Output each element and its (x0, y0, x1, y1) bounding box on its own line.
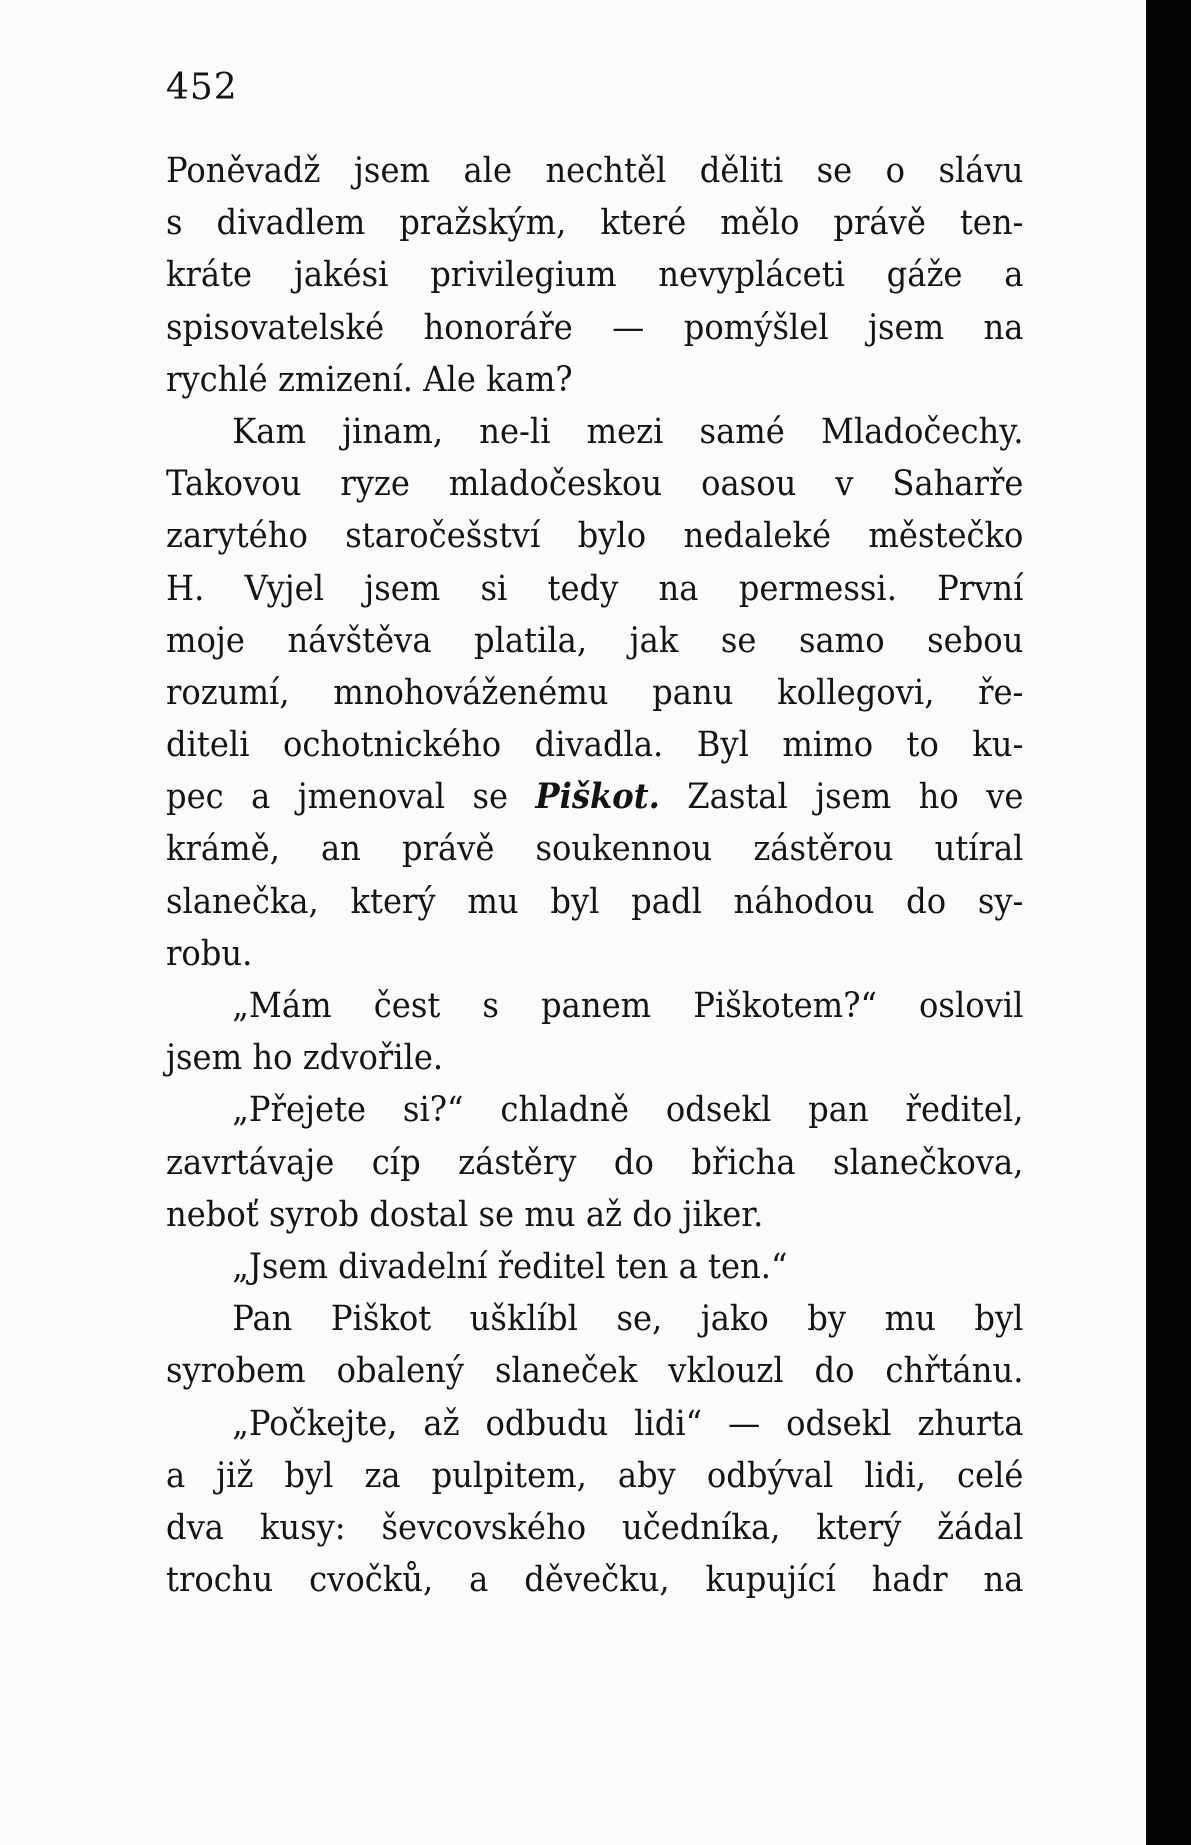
text-line: Pan Piškot ušklíbl se, jako by mu byl (232, 1299, 1024, 1340)
text-line: s divadlem pražským, které mělo právě ten- (166, 203, 1024, 244)
text-line: spisovatelské honoráře — pomýšlel jsem na (166, 307, 1024, 348)
text-line: dva kusy: ševcovského učedníka, který žádal (166, 1507, 1024, 1548)
text-line: kráte jakési privilegium nevypláceti gáže a (166, 255, 1024, 296)
text-line: trochu cvočků, a děvečku, kupující hadr na (166, 1560, 1024, 1601)
text-line: „Mám čest s panem Piškotem?“ oslovil (232, 986, 1024, 1026)
text-segment: pec a jmenoval se (166, 777, 536, 818)
text-line: H. Vyjel jsem si tedy na permessi. První (166, 568, 1024, 609)
text-line: diteli ochotnického divadla. Byl mimo to ku- (166, 725, 1024, 766)
text-line: zarytého staročešství bylo nedaleké městečko (166, 516, 1024, 557)
text-line: Poněvadž jsem ale nechtěl děliti se o slávu (166, 151, 1024, 191)
text-line: robu. (166, 933, 253, 974)
book-spine (1146, 0, 1191, 1845)
text-line: rychlé zmizení. Ale kam? (166, 359, 573, 400)
text-line: slanečka, který mu byl padl náhodou do sy- (166, 881, 1024, 922)
text-line: „Přejete si?“ chladně odsekl pan ředitel, (232, 1090, 1024, 1131)
text-line: neboť syrob dostal se mu až do jiker. (166, 1194, 764, 1235)
text-line: rozumí, mnohováženému panu kollegovi, ře- (166, 672, 1024, 713)
text-line: jsem ho zdvořile. (166, 1038, 444, 1079)
body-text (166, 145, 1024, 1606)
text-line: „Jsem divadelní ředitel ten a ten.“ (232, 1246, 788, 1287)
page-number: 452 (166, 67, 238, 108)
text-line: Takovou ryze mladočeskou oasou v Saharře (166, 464, 1024, 505)
text-line: syrobem obalený slaneček vklouzl do chřtánu. (166, 1351, 1024, 1392)
text-line: Kam jinam, ne-li mezi samé Mladočechy. (232, 411, 1024, 452)
text-line: moje návštěva platila, jak se samo sebou (166, 620, 1024, 661)
text-line: zavrtávaje cíp zástěry do břicha slanečkova, (166, 1142, 1024, 1183)
emphasized-name: Piškot. (535, 776, 660, 818)
text-line: krámě, an právě soukennou zástěrou utíral (166, 829, 1024, 870)
text-line: a již byl za pulpitem, aby odbýval lidi, celé (166, 1455, 1024, 1496)
text-line (166, 771, 1023, 823)
text-line: „Počkejte, až odbudu lidi“ — odsekl zhurta (232, 1403, 1024, 1444)
text-segment: Zastal jsem ho ve (659, 777, 1024, 818)
